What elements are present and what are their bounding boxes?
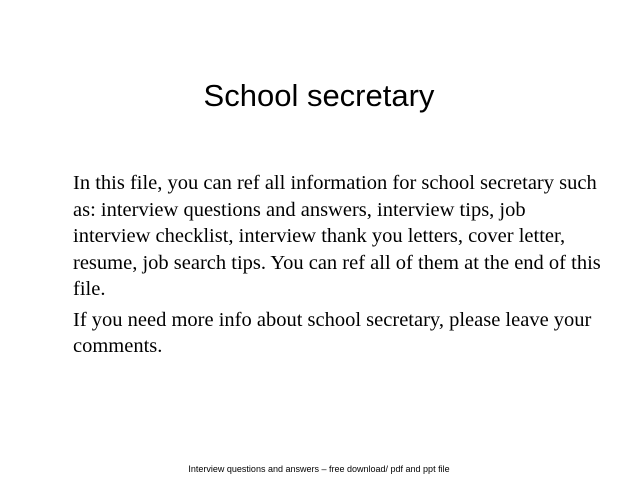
body-paragraph-comments: If you need more info about school secretary, please leave your comments. (73, 308, 592, 357)
slide-title: School secretary (203, 78, 435, 113)
body-paragraph-intro: In this file, you can ref all information for school secretary such as: interview questions and answers, interview tips, job interview checklist, interview thank you letters, cover letter, resume, job search tips. You can ref all of them at the end of this file. (73, 172, 601, 300)
slide-footer: Interview questions and answers – free download/ pdf and ppt file (188, 464, 450, 474)
slide-body (73, 170, 603, 364)
